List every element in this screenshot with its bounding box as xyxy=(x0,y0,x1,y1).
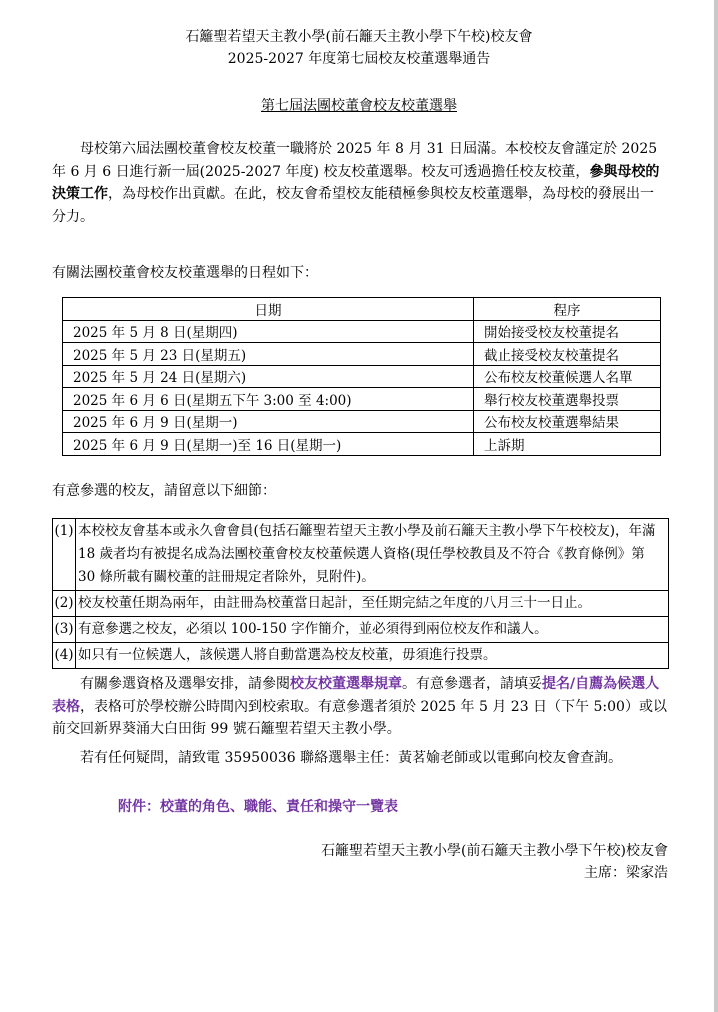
schedule-table xyxy=(62,297,661,456)
note-number: (4) xyxy=(53,643,76,669)
arrangement-text-a: 有關參選資格及選舉安排，請參閱 xyxy=(80,676,290,692)
note-text: 本校校友會基本或永久會會員(包括石籬聖若望天主教小學及前石籬天主教小學下午校校友)，年滿 18 歲者均有被提名成為法團校董會校友校董候選人資格(現任學校教員及不符合《教育條例》第 30 條所載有關校董的註冊規定者除外，見附件)。 xyxy=(76,519,669,591)
schedule-step: 公布校友校董選舉結果 xyxy=(474,410,661,433)
table-row xyxy=(63,410,661,433)
schedule-date: 2025 年 5 月 23 日(星期五) xyxy=(63,343,474,366)
intro-paragraph xyxy=(52,138,667,228)
enquiry-paragraph: 若有任何疑問，請致電 35950036 聯絡選舉主任：黃茗媮老師或以電郵向校友會查詢。 xyxy=(80,750,623,766)
schedule-date: 2025 年 5 月 8 日(星期四) xyxy=(63,320,474,343)
table-row xyxy=(53,519,669,591)
schedule-header-date: 日期 xyxy=(63,298,474,321)
table-row xyxy=(63,343,661,366)
subject-heading: 第七屆法團校董會校友校董選舉 xyxy=(261,98,457,114)
attachment-line xyxy=(118,796,398,816)
election-rules-link[interactable]: 校友校董選舉規章 xyxy=(290,676,402,692)
schedule-intro: 有關法團校董會校友校董選舉的日程如下： xyxy=(52,265,318,281)
table-row xyxy=(63,320,661,343)
note-text: 有意參選之校友，必須以 100-150 字作簡介，並必須得到兩位校友作和議人。 xyxy=(76,617,669,643)
intro-text-a: 母校第六屆法團校董會校友校董一職將於 2025 年 8 月 31 日屆滿。本校校友會謹定於 2025 年 6 月 6 日進行新一屆(2025-2027 年度) 校友校董選舉。校友可透過擔任校友校董， xyxy=(52,141,658,180)
note-text: 如只有一位候選人，該候選人將自動當選為校友校董，毋須進行投票。 xyxy=(76,643,669,669)
schedule-header-row xyxy=(63,298,661,321)
header-notice-title: 2025-2027 年度第七屆校友校董選舉通告 xyxy=(227,51,491,67)
schedule-date: 2025 年 6 月 9 日(星期一) xyxy=(63,410,474,433)
schedule-step: 舉行校友校董選舉投票 xyxy=(474,388,661,411)
schedule-date: 2025 年 5 月 24 日(星期六) xyxy=(63,365,474,388)
schedule-date: 2025 年 6 月 6 日(星期五下午 3:00 至 4:00) xyxy=(63,388,474,411)
table-row xyxy=(63,365,661,388)
note-number: (1) xyxy=(53,519,76,591)
table-row xyxy=(53,617,669,643)
note-number: (2) xyxy=(53,591,76,617)
signature-org: 石籬聖若望天主教小學(前石籬天主教小學下午校)校友會 xyxy=(321,843,668,859)
schedule-step: 開始接受校友校董提名 xyxy=(474,320,661,343)
note-number: (3) xyxy=(53,617,76,643)
note-text: 校友校董任期為兩年，由註冊為校董當日起計，至任期完結之年度的八月三十一日止。 xyxy=(76,591,669,617)
notes-table xyxy=(52,518,669,669)
schedule-header-step: 程序 xyxy=(474,298,661,321)
header-org-name: 石籬聖若望天主教小學(前石籬天主教小學下午校)校友會 xyxy=(185,29,533,45)
arrangement-paragraph xyxy=(52,673,667,741)
attachment-link[interactable]: 校董的角色、職能、責任和操守一覽表 xyxy=(160,799,398,815)
schedule-step: 截止接受校友校董提名 xyxy=(474,343,661,366)
table-row xyxy=(53,643,669,669)
nomination-form-link[interactable]: 提名/自薦為候選人表格 xyxy=(52,676,660,715)
schedule-step: 公布校友校董候選人名單 xyxy=(474,365,661,388)
signature-chair: 主席：梁家浩 xyxy=(584,865,668,881)
arrangement-text-c: ，表格可於學校辦公時間內到校索取。有意參選者須於 2025 年 5 月 23 日（下午 5:00）或以前交回新界葵涌大白田街 99 號石籬聖若望天主教小學。 xyxy=(52,698,667,737)
intro-text-b: ，為母校作出貢獻。在此，校友會希望校友能積極參與校友校董選舉，為母校的發展出一分力。 xyxy=(52,186,654,225)
notes-intro: 有意參選的校友，請留意以下細節： xyxy=(52,483,276,499)
schedule-date: 2025 年 6 月 9 日(星期一)至 16 日(星期一) xyxy=(63,433,474,456)
attachment-label: 附件： xyxy=(118,799,160,815)
page-edge-shadow xyxy=(714,0,718,1012)
schedule-step: 上訴期 xyxy=(474,433,661,456)
table-row xyxy=(63,388,661,411)
table-row xyxy=(53,591,669,617)
arrangement-text-b: 。有意參選者，請填妥 xyxy=(402,676,542,692)
table-row xyxy=(63,433,661,456)
intro-bold-text: 參與母校的決策工作 xyxy=(52,163,660,202)
